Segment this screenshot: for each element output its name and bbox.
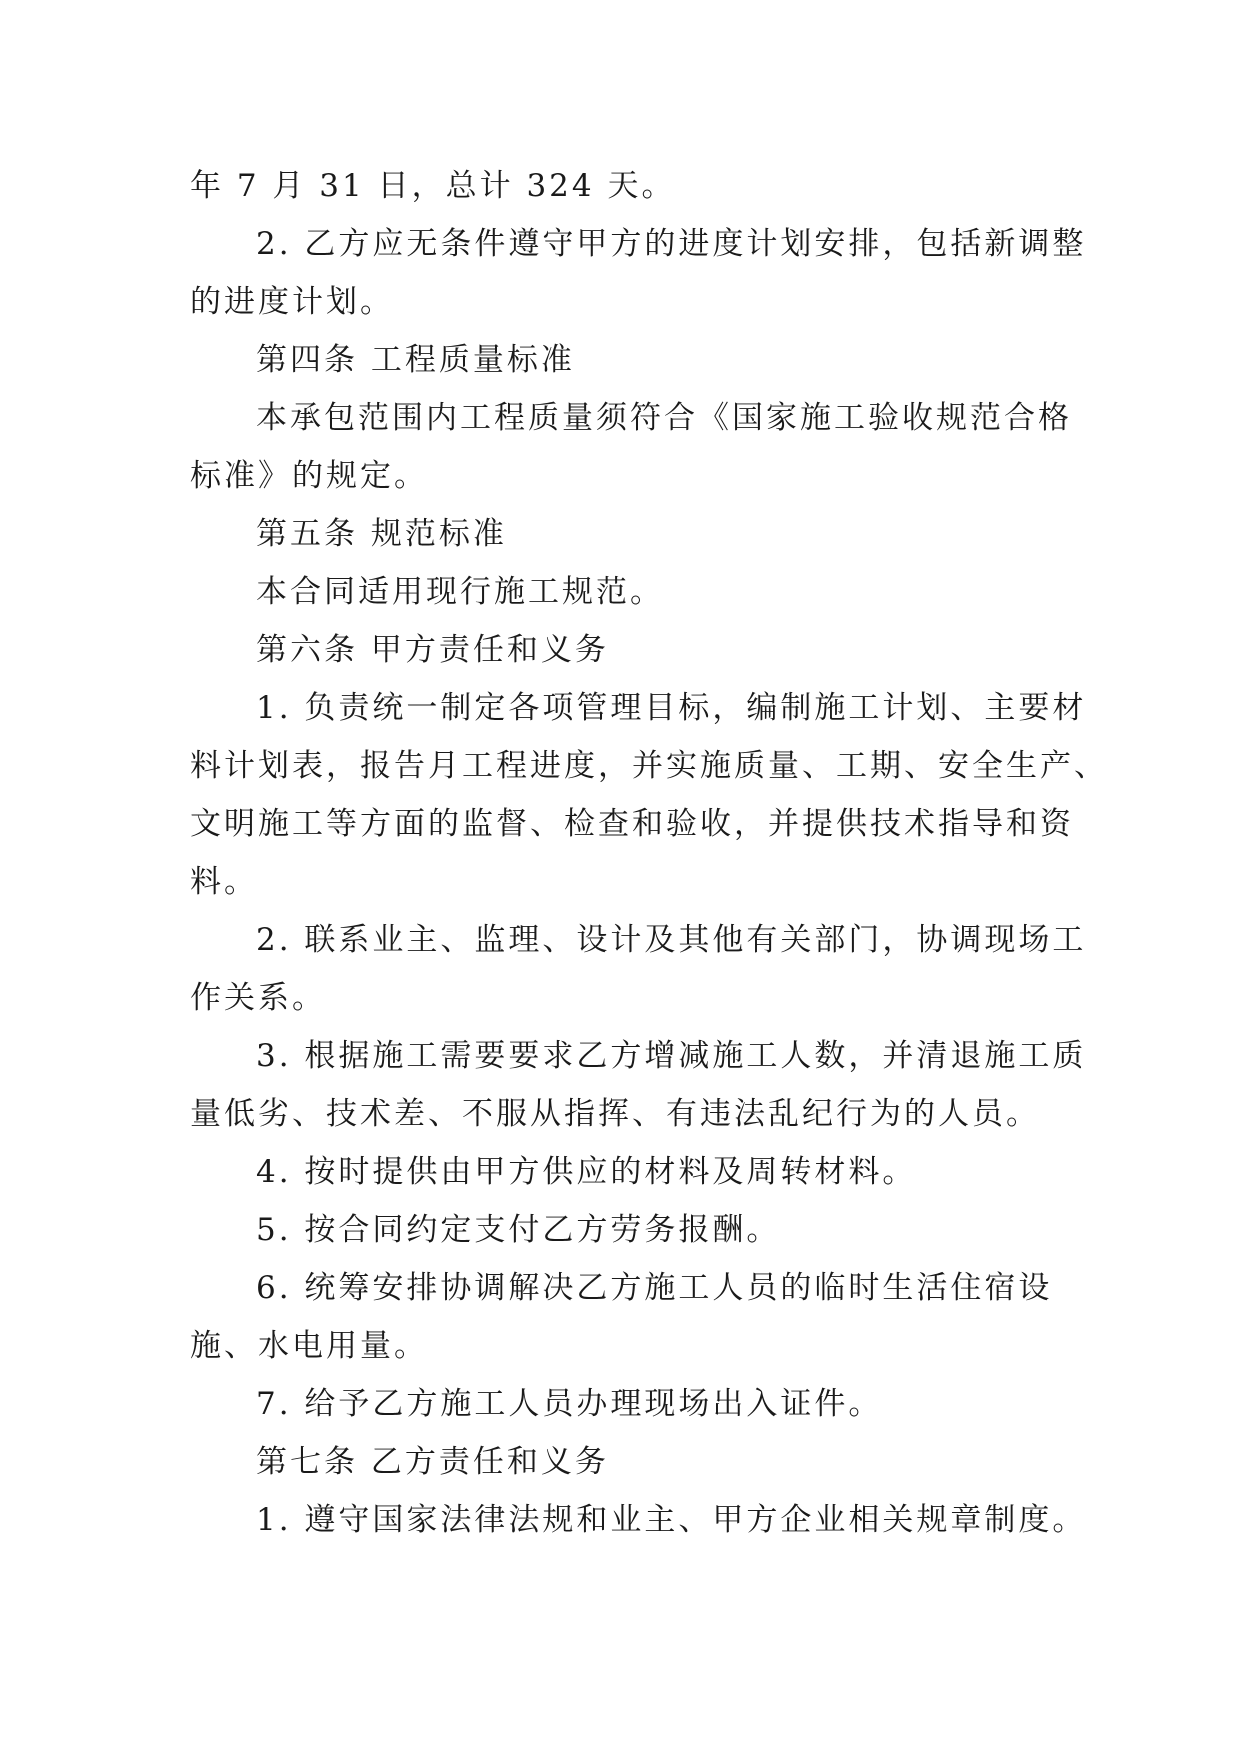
text-line: 施、水电用量。 [190,1328,428,1364]
section-heading: 第六条 甲方责任和义务 [256,632,609,668]
section-heading: 第四条 工程质量标准 [256,342,575,378]
text-line: 6. 统筹安排协调解决乙方施工人员的临时生活住宿设 [256,1270,1053,1306]
text-line: 量低劣、技术差、不服从指挥、有违法乱纪行为的人员。 [190,1096,1040,1132]
text-line: 4. 按时提供由甲方供应的材料及周转材料。 [256,1154,917,1190]
text-line: 作关系。 [190,980,326,1016]
text-line: 年 7 月 31 日，总计 324 天。 [190,168,676,204]
section-heading: 第七条 乙方责任和义务 [256,1444,609,1480]
text-line: 文明施工等方面的监督、检查和验收，并提供技术指导和资 [190,806,1074,842]
text-line: 7. 给予乙方施工人员办理现场出入证件。 [256,1386,883,1422]
text-line: 1. 遵守国家法律法规和业主、甲方企业相关规章制度。 [256,1502,1087,1538]
text-line: 2. 乙方应无条件遵守甲方的进度计划安排，包括新调整 [256,226,1087,262]
text-line: 3. 根据施工需要要求乙方增减施工人数，并清退施工质 [256,1038,1087,1074]
text-line: 2. 联系业主、监理、设计及其他有关部门，协调现场工 [256,922,1087,958]
text-line: 5. 按合同约定支付乙方劳务报酬。 [256,1212,781,1248]
text-line: 料。 [190,864,258,900]
section-heading: 第五条 规范标准 [256,516,507,552]
text-line: 本承包范围内工程质量须符合《国家施工验收规范合格 [256,400,1072,436]
text-line: 标准》的规定。 [190,458,428,494]
text-line: 的进度计划。 [190,284,394,320]
document-body [190,157,1108,1549]
text-line: 本合同适用现行施工规范。 [256,574,664,610]
text-line: 1. 负责统一制定各项管理目标，编制施工计划、主要材 [256,690,1087,726]
text-line: 料计划表，报告月工程进度，并实施质量、工期、安全生产、 [190,748,1108,784]
